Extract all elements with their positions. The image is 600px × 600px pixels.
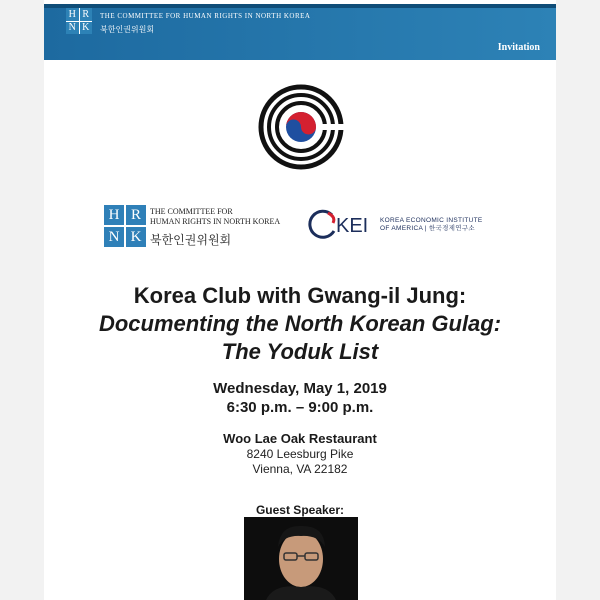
invitation-page <box>44 0 556 600</box>
event-title-line1: Korea Club with Gwang-il Jung: <box>133 283 467 308</box>
hrnk-letter: K <box>126 227 146 247</box>
event-date: Wednesday, May 1, 2019 <box>213 380 387 397</box>
venue-address-line1: 8240 Leesburg Pike <box>246 447 354 461</box>
kei-swoosh-icon <box>306 209 336 239</box>
hrnk-name-line2: HUMAN RIGHTS IN NORTH KOREA <box>150 217 281 226</box>
event-title-line2: Documenting the North Korean Gulag: <box>98 311 502 336</box>
hrnk-letter: K <box>80 22 93 35</box>
hrnk-letter: H <box>104 205 124 225</box>
hrnk-letter: H <box>66 8 79 21</box>
speaker-portrait-icon <box>244 517 358 600</box>
hrnk-logo-name <box>150 207 290 227</box>
kei-mark-text: KEI <box>336 215 369 237</box>
kei-logo <box>306 207 506 247</box>
hrnk-letter: N <box>66 22 79 35</box>
hrnk-name-line1: THE COMMITTEE FOR <box>150 207 233 216</box>
hrnk-logo-korean: 북한인권위원회 <box>150 233 232 247</box>
banner-org-name: THE COMMITTEE FOR HUMAN RIGHTS IN NORTH KOREA <box>100 12 311 20</box>
banner-org-korean: 북한인권위원회 <box>100 25 155 34</box>
hrnk-logo-mark-icon <box>104 205 146 247</box>
venue-address-line2: Vienna, VA 22182 <box>252 462 348 476</box>
hrnk-letter: R <box>126 205 146 225</box>
header-banner <box>44 4 556 60</box>
hrnk-letter: N <box>104 227 124 247</box>
guest-speaker-photo <box>244 517 358 600</box>
venue-name: Woo Lae Oak Restaurant <box>223 431 377 446</box>
banner-top-stripe <box>44 4 556 8</box>
hrnk-letter: R <box>80 8 93 21</box>
event-title-line3: The Yoduk List <box>221 339 379 364</box>
kei-name-line2: OF AMERICA | 한국경제연구소 <box>380 225 475 232</box>
kei-name-line1: KOREA ECONOMIC INSTITUTE <box>380 217 483 224</box>
event-time: 6:30 p.m. – 9:00 p.m. <box>226 399 374 416</box>
hrnk-logo <box>104 205 279 247</box>
korea-club-emblem-icon <box>258 84 344 170</box>
kei-logo-name <box>380 217 510 233</box>
banner-invitation-label: Invitation <box>497 42 540 53</box>
hrnk-logo-icon <box>66 8 92 34</box>
guest-speaker-label: Guest Speaker: <box>255 503 345 517</box>
